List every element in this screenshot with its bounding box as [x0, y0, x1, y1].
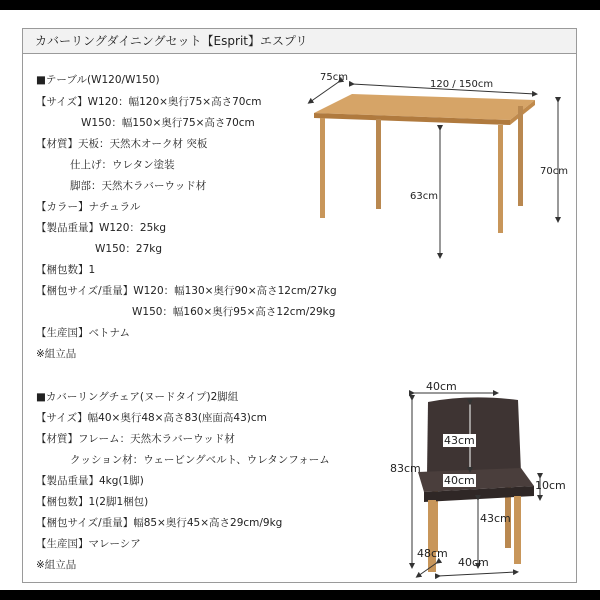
- spec-line: 【サイズ】W120：幅120×奥行75×高さ70cm: [36, 96, 262, 108]
- spec-line: 【カラー】ナチュラル: [36, 201, 141, 213]
- table-heading: ■テーブル(W120/W150): [36, 74, 160, 86]
- spec-line: 【梱包数】1(2脚1梱包): [36, 496, 149, 508]
- spec-line: 【製品重量】4kg(1脚): [36, 475, 144, 487]
- product-title: カバーリングダイニングセット【Esprit】エスプリ: [22, 28, 577, 54]
- chair-heading: ■カバーリングチェア(ヌードタイプ)2脚組: [36, 391, 239, 403]
- spec-line: 【製品重量】W120：25kg: [36, 222, 167, 234]
- chair-seat-width-label: 40cm: [444, 474, 475, 487]
- table-depth-label: 75cm: [320, 72, 348, 83]
- spec-line: 【生産国】ベトナム: [36, 327, 130, 339]
- spec-line: 【生産国】マレーシア: [36, 538, 141, 550]
- chair-total-height-label: 83cm: [390, 462, 421, 475]
- spec-line: 仕上げ：ウレタン塗装: [70, 159, 175, 171]
- chair-back-height-label: 43cm: [444, 434, 475, 447]
- spec-line: 【材質】フレーム：天然木ラバーウッド材: [36, 433, 235, 445]
- chair-bottom-width-label: 40cm: [458, 556, 489, 569]
- chair-seat-thickness-label: 10cm: [535, 479, 566, 492]
- table-clearance-label: 63cm: [410, 191, 438, 202]
- table-height-label: 70cm: [540, 166, 568, 177]
- spec-line: 【材質】天板：天然木オーク材 突板: [36, 138, 208, 150]
- chair-depth-label: 48cm: [417, 547, 448, 560]
- spec-line: 脚部：天然木ラバーウッド材: [70, 180, 207, 192]
- spec-line: 【梱包数】1: [36, 264, 96, 276]
- spec-line: 【サイズ】幅40×奥行48×高さ83(座面高43)cm: [36, 412, 267, 424]
- spec-line: ※組立品: [36, 559, 77, 571]
- spec-line: 【梱包サイズ/重量】W120：幅130×奥行90×高さ12cm/27kg: [36, 285, 337, 297]
- spec-line: W150：幅160×奥行95×高さ12cm/29kg: [132, 306, 336, 318]
- chair-top-width-label: 40cm: [426, 380, 457, 393]
- table-illustration: [290, 64, 575, 274]
- spec-line: 【梱包サイズ/重量】幅85×奥行45×高さ29cm/9kg: [36, 517, 283, 529]
- chair-seat-height-label: 43cm: [480, 512, 511, 525]
- table-width-label: 120 / 150cm: [430, 79, 494, 90]
- spec-line: ※組立品: [36, 348, 77, 360]
- spec-line: クッション材：ウェービングベルト、ウレタンフォーム: [70, 454, 330, 466]
- spec-line: W150：27kg: [95, 243, 163, 255]
- spec-line: W150：幅150×奥行75×高さ70cm: [81, 117, 255, 129]
